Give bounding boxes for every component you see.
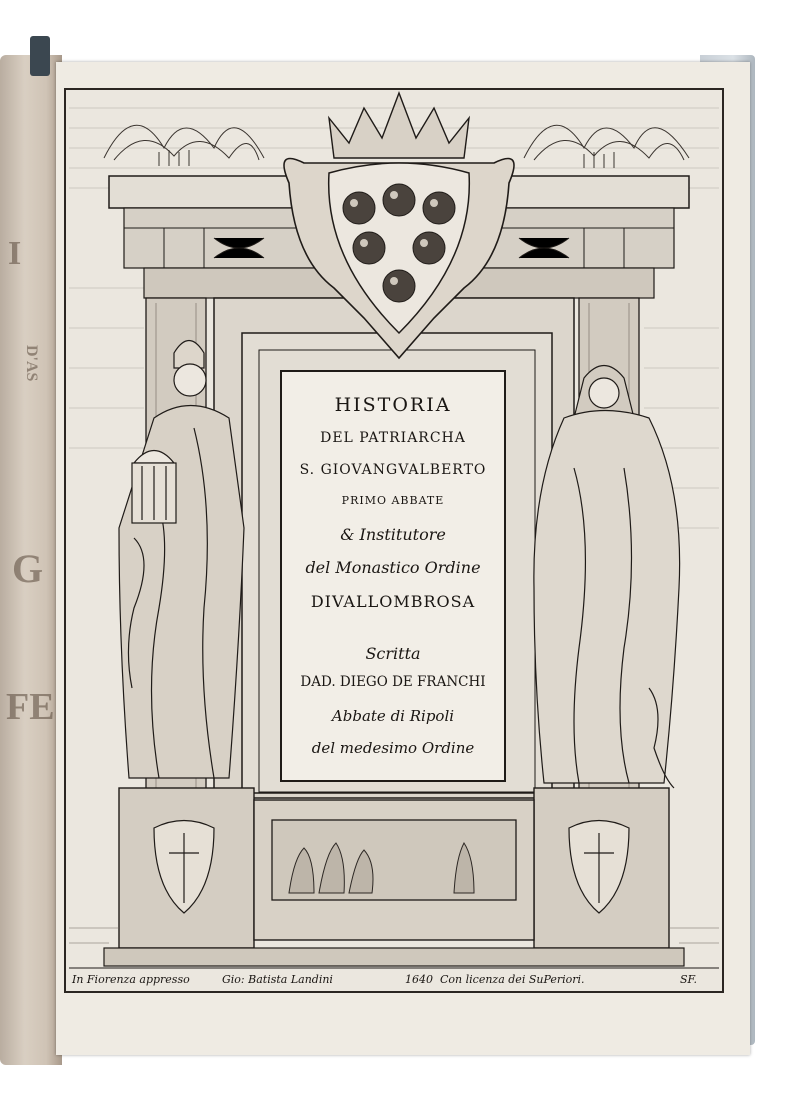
title-primo-abbate: PRIMO ABBATE (341, 494, 445, 507)
title-historia: HISTORIA (334, 394, 452, 416)
book-spine (0, 55, 62, 1065)
title-scritta: Scritta (365, 644, 421, 663)
imprint-place: In Fiorenza appresso (72, 973, 190, 986)
title-panel (280, 370, 506, 782)
spine-letter: I (8, 235, 22, 272)
imprint-printer: Gio: Batista Landini (222, 973, 333, 986)
flame-right-icon (524, 125, 689, 168)
title-abbate-ripoli: Abbate di Ripoli (331, 707, 455, 725)
imprint-line (70, 973, 720, 991)
imprint-license: Con licenza dei SuPeriori. (440, 973, 585, 986)
binding-clip (30, 36, 50, 76)
spine-letter: D'AS (23, 345, 40, 382)
imprint-signature: SF. (680, 973, 697, 986)
spine-letter: FE (6, 686, 55, 728)
spine-letter: G (12, 546, 44, 591)
title-saint-name: S. GIOVANGVALBERTO (299, 462, 487, 478)
title-medesimo-ordine: del medesimo Ordine (311, 739, 475, 757)
temple-model-icon (132, 451, 176, 524)
title-institutore: & Institutore (340, 525, 446, 544)
title-author: DAD. DIEGO DE FRANCHI (300, 674, 486, 690)
title-patriarcha: DEL PATRIARCHA (320, 430, 466, 446)
flame-left-icon (104, 125, 264, 166)
imprint-year: 1640 (405, 973, 433, 986)
title-vallombrosa: DIVALLOMBROSA (310, 592, 476, 611)
title-monastico-ordine: del Monastico Ordine (305, 558, 481, 577)
